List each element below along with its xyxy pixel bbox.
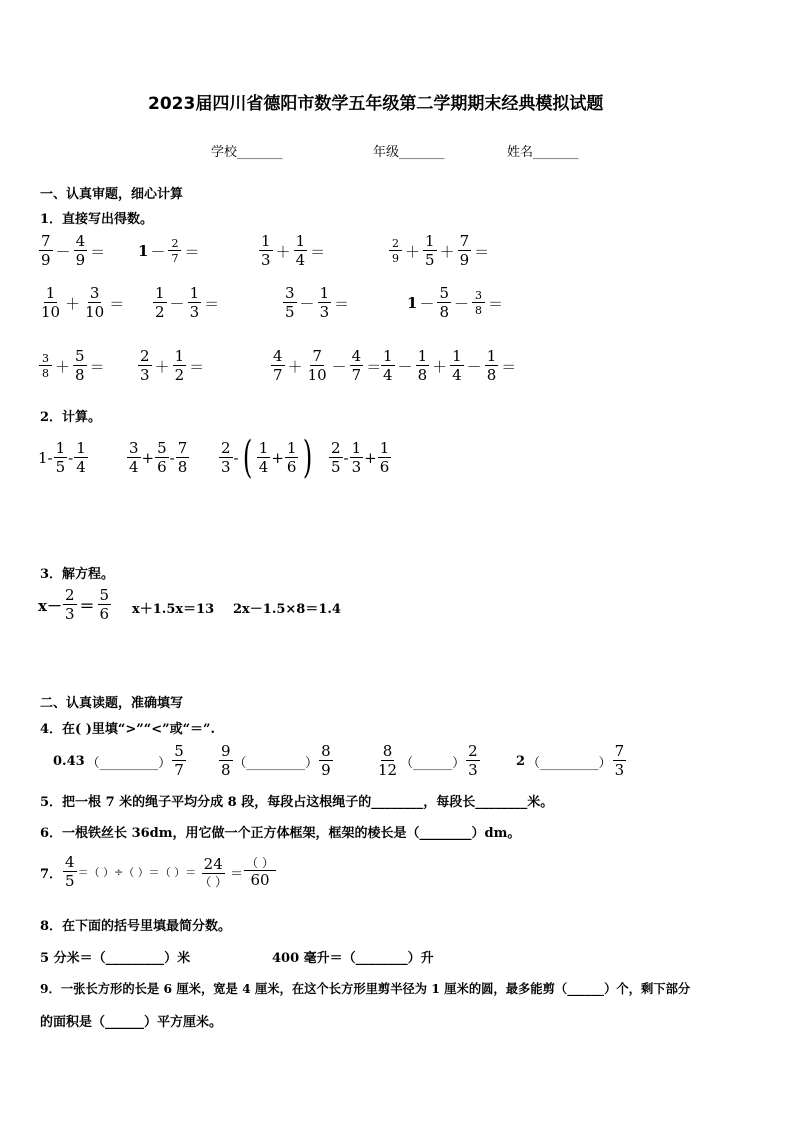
q9-line-1: 9．一张长方形的长是 6 厘米，宽是 4 厘米，在这个长方形里剪半径为 1 厘米的圆，最多能剪（______）个，剩下部分 — [40, 981, 691, 996]
fraction: $\frac{2}{3}$ — [468, 742, 478, 779]
fraction: $\frac{1}{4}$ — [76, 439, 86, 476]
fraction: $\frac{1}{5}$ — [55, 439, 66, 476]
fraction: $\frac{1}{4}$ — [295, 232, 306, 269]
section-1-heading: 一、认真审题，细心计算 — [40, 187, 184, 202]
fraction: $\frac{5}{6}$ — [99, 586, 110, 623]
fraction: $\frac{3}{8}$ — [472, 290, 485, 316]
fraction: $\frac{8}{9}$ — [321, 742, 331, 779]
fraction: $\frac{1}{2}$ — [155, 284, 165, 321]
fraction: $\frac{4}{7}$ — [351, 347, 362, 384]
fraction: $\frac{( )}{60}$ — [246, 855, 274, 889]
fraction: $\frac{3}{8}$ — [39, 353, 52, 379]
school-field: 学校_______ — [211, 145, 283, 160]
fraction: $\frac{1}{4}$ — [258, 439, 269, 476]
fraction: $\frac{3}{4}$ — [129, 439, 139, 476]
q8-item-b: 400 毫升＝（________）升 — [272, 951, 434, 966]
fraction: $\frac{1}{10}$ — [41, 284, 61, 321]
fraction: $\frac{1}{4}$ — [452, 347, 462, 384]
fraction: $\frac{4}{7}$ — [273, 347, 283, 384]
fraction: $\frac{4}{5}$ — [65, 853, 75, 890]
q9-line-2: 的面积是（______）平方厘米。 — [40, 1015, 223, 1030]
fraction: $\frac{1}{5}$ — [425, 232, 435, 269]
q2-expr-2: $\frac{3}{4}$ + $\frac{5}{6}$ - $\frac{7}{8}$ — [129, 439, 188, 476]
q7-expr: 7． $\frac{4}{5}$ ＝（ ）÷（ ）＝（ ）＝ $\frac{24}{( )}$ ＝ $\frac{( )}{60}$ — [40, 853, 274, 890]
q1-expr-3: $\frac{1}{3}$ ＋ $\frac{1}{4}$ ＝ — [261, 232, 326, 269]
q1-label: 1．直接写出得数。 — [40, 212, 154, 227]
q4-compare-3: $\frac{8}{12}$ （______） $\frac{2}{3}$ — [378, 742, 478, 779]
fraction: $\frac{1}{6}$ — [286, 439, 297, 476]
fraction: $\frac{1}{6}$ — [379, 439, 390, 476]
fraction: $\frac{7}{8}$ — [177, 439, 188, 476]
section-2-heading: 二、认真读题，准确填写 — [40, 696, 184, 711]
name-field: 姓名_______ — [507, 145, 579, 160]
q1-expr-7: $\frac{3}{5}$ － $\frac{1}{3}$ ＝ — [285, 284, 350, 321]
q1-expr-10: $\frac{2}{3}$ ＋ $\frac{1}{2}$ ＝ — [140, 347, 205, 384]
fraction: $\frac{3}{10}$ — [85, 284, 105, 321]
grade-field: 年级_______ — [373, 145, 445, 160]
q1-expr-4: $\frac{2}{9}$ ＋ $\frac{1}{5}$ ＋ $\frac{7}{9}$ ＝ — [388, 234, 491, 268]
fraction: $\frac{5}{6}$ — [157, 439, 167, 476]
q2-label: 2．计算。 — [40, 410, 102, 425]
fraction: $\frac{1}{3}$ — [189, 284, 200, 321]
fraction: $\frac{7}{3}$ — [614, 742, 625, 779]
page-title: 2023届四川省德阳市数学五年级第二学期期末经典模拟试题 — [148, 94, 604, 114]
fraction: $\frac{2}{9}$ — [389, 238, 402, 264]
q5-text: 5．把一根 7 米的绳子平均分成 8 段，每段占这根绳子的________，每段长________米。 — [40, 795, 554, 810]
fraction: $\frac{1}{4}$ — [383, 347, 393, 384]
q1-expr-12: $\frac{1}{4}$ － $\frac{1}{8}$ ＋ $\frac{1}{4}$ － $\frac{1}{8}$ ＝ — [383, 347, 517, 384]
q2-expr-4: $\frac{2}{5}$ - $\frac{1}{3}$ + $\frac{1}{6}$ — [331, 439, 390, 476]
q1-expr-9: $\frac{3}{8}$ ＋ $\frac{5}{8}$ ＝ — [38, 349, 107, 383]
fraction: $\frac{2}{3}$ — [221, 439, 231, 476]
q1-expr-8: 1 － $\frac{5}{8}$ － $\frac{3}{8}$ ＝ — [407, 284, 504, 321]
fraction: $\frac{1}{3}$ — [261, 232, 271, 269]
fraction: $\frac{3}{5}$ — [285, 284, 295, 321]
fraction: $\frac{1}{8}$ — [417, 347, 428, 384]
q2-expr-1: 1 - $\frac{1}{5}$ - $\frac{1}{4}$ — [38, 439, 86, 476]
fraction: $\frac{5}{8}$ — [75, 347, 85, 384]
q1-expr-5: $\frac{1}{10}$ ＋ $\frac{3}{10}$ ＝ — [41, 284, 125, 321]
fraction: $\frac{1}{2}$ — [174, 347, 185, 384]
fraction: $\frac{1}{3}$ — [351, 439, 362, 476]
q3-label: 3．解方程。 — [40, 567, 115, 582]
q8-label: 8．在下面的括号里填最简分数。 — [40, 919, 232, 934]
q1-expr-6: $\frac{1}{2}$ － $\frac{1}{3}$ ＝ — [155, 284, 220, 321]
fraction: $\frac{2}{7}$ — [168, 238, 181, 264]
fraction: $\frac{7}{9}$ — [459, 232, 470, 269]
fraction: $\frac{4}{9}$ — [75, 232, 86, 269]
q1-expr-1: $\frac{7}{9}$ － $\frac{4}{9}$ ＝ — [41, 232, 106, 269]
q1-expr-11: $\frac{4}{7}$ ＋ $\frac{7}{10}$ － $\frac{4}{7}$ ＝ — [273, 347, 382, 384]
q8-item-a: 5 分米＝（_________）米 — [40, 951, 191, 966]
q3-eq-2: x＋1.5x＝13 — [132, 602, 215, 617]
fraction: $\frac{5}{8}$ — [439, 284, 449, 321]
q1-expr-2: 1 － $\frac{2}{7}$ ＝ — [138, 237, 200, 265]
fraction: $\frac{9}{8}$ — [221, 742, 231, 779]
fraction: $\frac{24}{( )}$ — [199, 854, 228, 889]
fraction: $\frac{5}{7}$ — [174, 742, 184, 779]
fraction: $\frac{7}{10}$ — [307, 347, 327, 384]
fraction: $\frac{1}{8}$ — [486, 347, 497, 384]
q3-eq-3: 2x－1.5×8＝1.4 — [233, 602, 341, 617]
fraction: $\frac{2}{3}$ — [140, 347, 150, 384]
fraction: $\frac{7}{9}$ — [41, 232, 51, 269]
q6-text: 6．一根铁丝长 36dm，用它做一个正方体框架，框架的棱长是（________）dm。 — [40, 826, 521, 841]
fraction: $\frac{2}{3}$ — [64, 586, 75, 623]
q4-compare-2: $\frac{9}{8}$ （_________） $\frac{8}{9}$ — [221, 742, 331, 779]
q4-compare-4: 2 （_________） $\frac{7}{3}$ — [516, 742, 625, 779]
q2-expr-3: $\frac{2}{3}$ - ( $\frac{1}{4}$ + $\frac{1}{6}$ ) — [221, 432, 313, 483]
fraction: $\frac{8}{12}$ — [378, 742, 398, 779]
q3-eq-1: x－ $\frac{2}{3}$ ＝ $\frac{5}{6}$ — [38, 586, 110, 623]
q4-label: 4．在( )里填“>”“<”或“＝”. — [40, 722, 216, 737]
fraction: $\frac{2}{5}$ — [331, 439, 341, 476]
fraction: $\frac{1}{3}$ — [319, 284, 330, 321]
q4-compare-1: 0.43 （_________） $\frac{5}{7}$ — [53, 742, 184, 779]
